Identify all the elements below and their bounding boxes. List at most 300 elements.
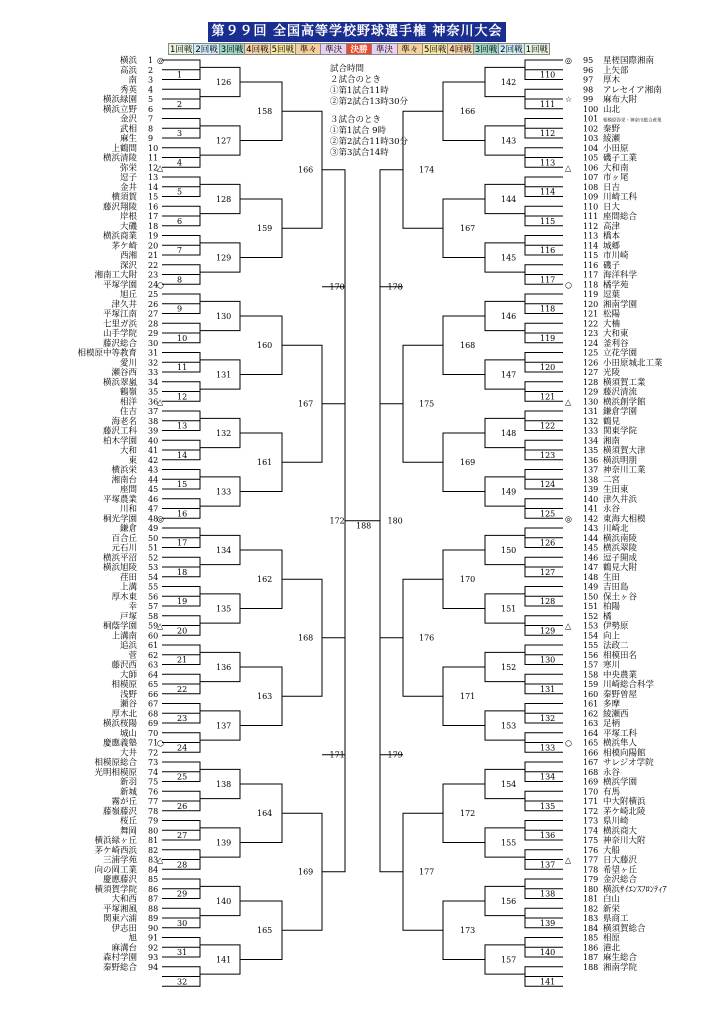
game-number: 158 [257,107,273,117]
team-name: 桜丘 [119,816,137,827]
game-number: 143 [501,136,517,146]
game-number: 116 [540,246,556,256]
team-number: 49 [148,524,159,533]
game-number: 142 [501,77,517,87]
team-name: 横浜緑ヶ丘 [94,836,137,846]
team-name: 横浜清陵 [102,153,137,164]
team-name: 秦野総合 [102,962,137,973]
game-number: 129 [540,626,556,636]
team-number: 83 [148,855,159,865]
round-label-11: 5回戦 [423,45,447,55]
team-number: 44 [148,475,159,485]
team-name: 横浜立野 [102,104,137,115]
game-number: 5 [177,187,183,197]
game-number: 14 [177,450,188,460]
team-name: 逗葉 [603,290,621,300]
team-number: 51 [148,543,159,553]
team-name: 横浜栄 [111,465,137,476]
team-name: 舞岡 [119,826,137,837]
team-name: 森村学園 [102,953,137,963]
team-number: 172 [583,806,599,816]
game-number: 170 [460,575,476,585]
team-name: 菅 [128,650,137,661]
game-number: 145 [501,253,517,263]
team-name: 平塚農業 [102,494,137,505]
team-name: 吉田島 [603,582,629,593]
round-label-9: 準決 [371,43,397,55]
team-number: 95 [583,56,594,65]
game-number: 131 [540,684,556,694]
team-name: 新城 [119,787,137,798]
game-number: 123 [540,450,556,460]
team-number: 182 [583,904,599,914]
team-name: 星槎国際湘南 [603,56,655,66]
team-number: 152 [583,611,599,621]
game-number: 152 [501,662,517,672]
team-number: 180 [583,884,599,894]
team-name: 永谷 [603,504,621,515]
team-number: 120 [583,299,599,309]
team-number: 70 [148,728,159,738]
team-number: 113 [583,231,599,241]
team-number: 99 [583,95,594,104]
team-name: サレジオ学院 [603,758,654,768]
seed-mark: ◎ [565,514,572,524]
team-number: 130 [583,397,599,407]
team-number: 137 [583,465,599,475]
team-name: 平塚湘風 [102,904,137,915]
seed-mark: △ [157,397,164,407]
team-name: 金沢 [119,114,137,125]
team-number: 188 [583,962,599,972]
team-number: 48 [148,514,159,524]
game-number: 28 [177,860,188,870]
game-number: 122 [540,421,556,431]
team-number: 136 [583,455,599,465]
team-number: 28 [148,319,159,329]
team-name: 七里ガ浜 [102,319,137,330]
team-name: 白山 [603,894,621,905]
team-name: 横浜隼人 [603,738,638,749]
game-number: 134 [540,772,556,782]
game-number: 151 [501,604,517,614]
team-number: 171 [583,797,599,806]
team-name: 伊勢原 [603,621,629,632]
game-number: 179 [387,750,403,760]
team-name: 相洋 [119,397,137,408]
game-number: 138 [540,889,556,899]
game-number: 136 [216,662,232,672]
team-number: 96 [583,65,594,75]
team-name: 元石川 [111,543,137,554]
team-name: 幸 [128,602,137,612]
team-number: 27 [148,309,159,319]
game-number: 180 [387,516,403,526]
team-name: 茅ケ崎 [111,241,137,252]
team-name: 山北 [603,104,621,115]
team-number: 123 [583,329,599,338]
team-number: 47 [148,504,159,514]
game-number: 136 [540,831,556,841]
team-name: 向の岡工業 [94,865,137,876]
team-number: 125 [583,348,599,358]
team-name: 瀬谷西 [111,368,137,378]
team-name: 鎌倉 [119,524,137,534]
schedule-three-g3: ③第3試合14時 [330,148,389,158]
team-name: 湘南学園 [603,299,638,310]
game-number: 174 [419,165,435,175]
team-number: 42 [148,455,159,465]
game-number: 20 [177,626,188,636]
game-number: 113 [540,158,556,168]
team-name: 南 [128,75,137,86]
team-number: 105 [583,153,599,163]
team-name: 藤沢西 [111,660,137,671]
round-label-15: 1回戦 [525,45,548,55]
team-name: 深沢 [119,260,137,271]
game-number: 171 [460,692,476,702]
game-number: 124 [540,480,556,490]
team-name: 慶應義塾 [102,738,137,749]
round-label-6: 準々 [295,43,321,55]
team-name: 東海大相模 [603,514,646,525]
game-number: 172 [460,809,476,819]
team-number: 139 [583,485,599,494]
game-number: 177 [419,867,435,877]
team-number: 150 [583,592,599,602]
game-number: 164 [257,809,273,819]
team-number: 68 [148,709,159,719]
team-name: 津久井 [111,299,137,310]
team-number: 158 [583,670,599,680]
team-name: 浅野 [119,689,137,700]
team-number: 23 [148,270,159,280]
team-number: 174 [583,826,599,836]
team-number: 178 [583,865,599,875]
game-number: 3 [177,129,183,139]
team-number: 151 [583,602,599,611]
team-name: 相原 [603,933,621,944]
game-number: 150 [501,545,517,555]
team-name: 橘 [603,611,612,622]
team-name: 上溝南 [111,631,137,642]
team-number: 64 [148,670,159,680]
team-number: 81 [148,836,159,845]
team-number: 126 [583,358,599,368]
team-number: 185 [583,933,599,943]
team-number: 35 [148,387,159,397]
team-name: 大船 [603,845,621,856]
team-name: 横須賀大津 [603,446,646,456]
team-number: 45 [148,485,159,494]
game-number: 128 [216,194,232,204]
team-number: 140 [583,494,599,504]
team-number: 107 [583,173,599,182]
team-number: 101 [583,114,599,124]
team-name: 逗子開成 [603,553,638,564]
team-number: 56 [148,592,159,602]
game-number: 156 [501,896,517,906]
game-number: 175 [419,399,435,409]
team-number: 145 [583,543,599,553]
game-number: 144 [501,194,517,204]
team-name: 横浜翠嵐 [102,377,137,388]
team-name: 横須賀 [111,192,137,203]
team-number: 2 [148,65,154,75]
team-name: 愛川 [119,358,137,369]
team-number: 183 [583,914,599,923]
team-name: 藤沢工科 [102,426,137,437]
team-number: 154 [583,631,599,641]
seed-mark: △ [157,163,164,173]
round-label-8: 決勝 [346,43,372,55]
game-number: 2 [177,99,183,109]
team-number: 46 [148,494,159,504]
team-number: 132 [583,416,599,426]
team-name: 寒川 [603,660,621,671]
team-name: 中大附横浜 [603,797,646,807]
team-name: 追浜 [119,641,137,651]
game-number: 176 [419,633,435,643]
team-number: 131 [583,407,599,416]
game-number: 11 [177,363,188,373]
team-number: 5 [148,95,154,104]
game-number: 134 [216,545,232,555]
seed-mark: ◎ [565,56,572,65]
team-number: 67 [148,699,159,709]
round-label-4: 4回戦 [246,45,269,55]
team-number: 72 [148,748,159,758]
team-number: 10 [148,143,159,153]
game-number: 13 [177,421,188,431]
team-name: 武相 [119,124,137,135]
seed-mark: ○ [565,280,572,290]
team-name: 戸塚 [119,611,137,622]
game-number: 147 [501,370,517,380]
schedule-two-g1: ①第1試合11時 [330,86,389,96]
team-name: 逗子 [119,173,137,183]
seed-mark: △ [565,163,572,173]
round-label-12: 4回戦 [449,45,472,55]
team-name: 大磯 [119,221,137,232]
team-number: 164 [583,728,599,738]
team-name: 小田原 [603,143,629,154]
team-number: 14 [148,182,159,192]
team-name: 横浜桜陽 [102,719,137,729]
team-number: 122 [583,319,599,329]
team-name: 日大 [603,202,621,213]
team-name: 三浦学苑 [102,855,137,866]
game-number: 146 [501,311,517,321]
game-number: 126 [216,77,232,87]
game-number: 167 [460,224,476,234]
round-label-10: 準々 [397,43,423,55]
team-number: 177 [583,855,599,865]
game-number: 139 [540,918,556,928]
team-number: 7 [148,114,154,124]
game-number: 115 [540,216,556,226]
team-number: 114 [583,241,599,251]
team-number: 61 [148,641,159,650]
team-number: 91 [148,933,159,943]
team-name: 高津 [603,221,621,232]
team-name: 岸根 [119,212,137,222]
seed-mark: △ [157,855,164,865]
seed-mark: ○ [157,738,164,748]
team-number: 37 [148,407,159,416]
team-number: 9 [148,134,154,143]
game-number: 137 [216,721,232,731]
team-number: 40 [148,436,159,446]
team-name: 相模原 [111,680,137,690]
team-number: 108 [583,182,599,192]
team-number: 82 [148,845,159,855]
team-number: 128 [583,377,599,387]
team-name: アレセイア湘南 [603,85,662,96]
team-number: 20 [148,241,159,251]
game-number: 141 [216,955,232,965]
team-name: 生田東 [603,485,629,495]
game-number: 135 [540,801,556,811]
team-number: 187 [583,953,599,962]
game-number: 171 [329,750,345,760]
team-name: 城郷 [603,241,621,252]
game-number: 166 [298,165,314,175]
team-name: 厚木 [603,75,621,86]
team-number: 169 [583,777,599,787]
team-name: 横浜商業 [102,231,137,242]
team-number: 85 [148,875,159,884]
team-name: 藤嶺藤沢 [102,806,137,817]
team-number: 175 [583,836,599,845]
team-number: 80 [148,826,159,836]
team-name: 県商工 [603,914,629,924]
round-label-7: 準決 [320,43,346,55]
game-number: 29 [177,889,188,899]
game-number: 120 [540,363,556,373]
game-number: 25 [177,772,188,782]
team-name: 霧が丘 [111,797,137,807]
game-number: 12 [177,392,188,402]
team-name: 高浜 [119,65,137,76]
team-name: 横浜商大 [603,826,638,837]
team-number: 29 [148,329,159,338]
team-name: 大和西 [111,894,137,905]
team-number: 89 [148,914,159,923]
team-name: 横浜創学館 [603,397,646,408]
team-number: 8 [148,124,154,134]
seed-mark: △ [565,855,572,865]
team-name: 柏陽 [603,602,621,612]
team-name: 相模原総合 [94,758,137,768]
game-number: 16 [177,509,188,519]
round-label-1: 1回戦 [169,45,193,55]
team-number: 4 [148,85,154,95]
team-number: 142 [583,514,599,524]
team-number: 62 [148,650,159,660]
team-name: 多摩 [603,699,621,710]
team-name: 座間 [119,485,137,495]
team-number: 25 [148,290,159,299]
team-name: 法政二 [603,641,629,651]
team-name: 小田原城北工業 [603,358,663,369]
team-number: 22 [148,260,159,270]
team-name: 横浜旭陵 [102,563,137,573]
seed-mark: ☆ [565,95,573,104]
round-label-14: 2回戦 [500,45,523,55]
team-number: 43 [148,465,159,475]
team-number: 165 [583,738,599,748]
game-number: 111 [540,99,556,109]
team-number: 181 [583,894,599,904]
team-number: 118 [583,280,599,290]
game-number: 178 [387,282,403,292]
team-name: 西湘 [119,251,137,261]
team-name: 希望ヶ丘 [603,865,638,876]
team-name: 鎌倉学園 [603,407,638,417]
team-name: 茅ケ崎北陵 [603,806,646,817]
team-name: 柏木学園 [102,436,137,447]
seed-mark: ◎ [157,56,164,65]
game-number: 112 [540,129,556,139]
team-name: 川崎総合科学 [603,680,655,690]
team-name: 麻生 [119,134,137,144]
team-number: 97 [583,75,594,85]
team-number: 92 [148,943,159,953]
seed-mark: ◎ [157,514,164,524]
team-number: 87 [148,894,159,904]
team-number: 17 [148,212,159,221]
game-number: 10 [177,333,188,343]
game-number: 168 [460,341,476,351]
game-number: 188 [356,521,372,531]
team-number: 163 [583,719,599,728]
team-name: 松陽 [603,309,621,320]
game-number: 27 [177,831,188,841]
team-name: 湘南台 [111,475,137,486]
game-number: 159 [257,224,273,234]
team-name: 関東学院 [603,426,638,437]
team-name: 厚木北 [111,709,137,720]
team-number: 111 [583,212,599,221]
game-number: 148 [501,428,517,438]
game-number: 129 [216,253,232,263]
team-name: 藤沢清流 [603,387,638,398]
team-name: 平塚学園 [102,280,137,291]
team-name: 保土ヶ谷 [603,592,638,603]
team-number: 147 [583,563,599,572]
team-number: 74 [148,767,159,777]
team-number: 153 [583,621,599,631]
team-number: 57 [148,602,159,611]
team-name: 有馬 [603,787,621,798]
team-name: 旭丘 [119,290,137,300]
game-number: 31 [177,948,188,958]
game-number: 6 [177,216,183,226]
game-number: 162 [257,575,273,585]
seed-mark: ○ [157,280,164,290]
game-number: 173 [460,926,476,936]
team-name: 山手学院 [102,329,137,339]
team-number: 6 [148,104,154,114]
team-number: 179 [583,875,599,884]
round-label-5: 5回戦 [271,45,294,55]
team-name: 川和 [119,504,137,515]
team-name: 生田 [603,572,621,583]
team-name: 厚木東 [111,592,137,603]
game-number: 127 [216,136,232,146]
team-name: 上鶴間 [111,143,137,154]
